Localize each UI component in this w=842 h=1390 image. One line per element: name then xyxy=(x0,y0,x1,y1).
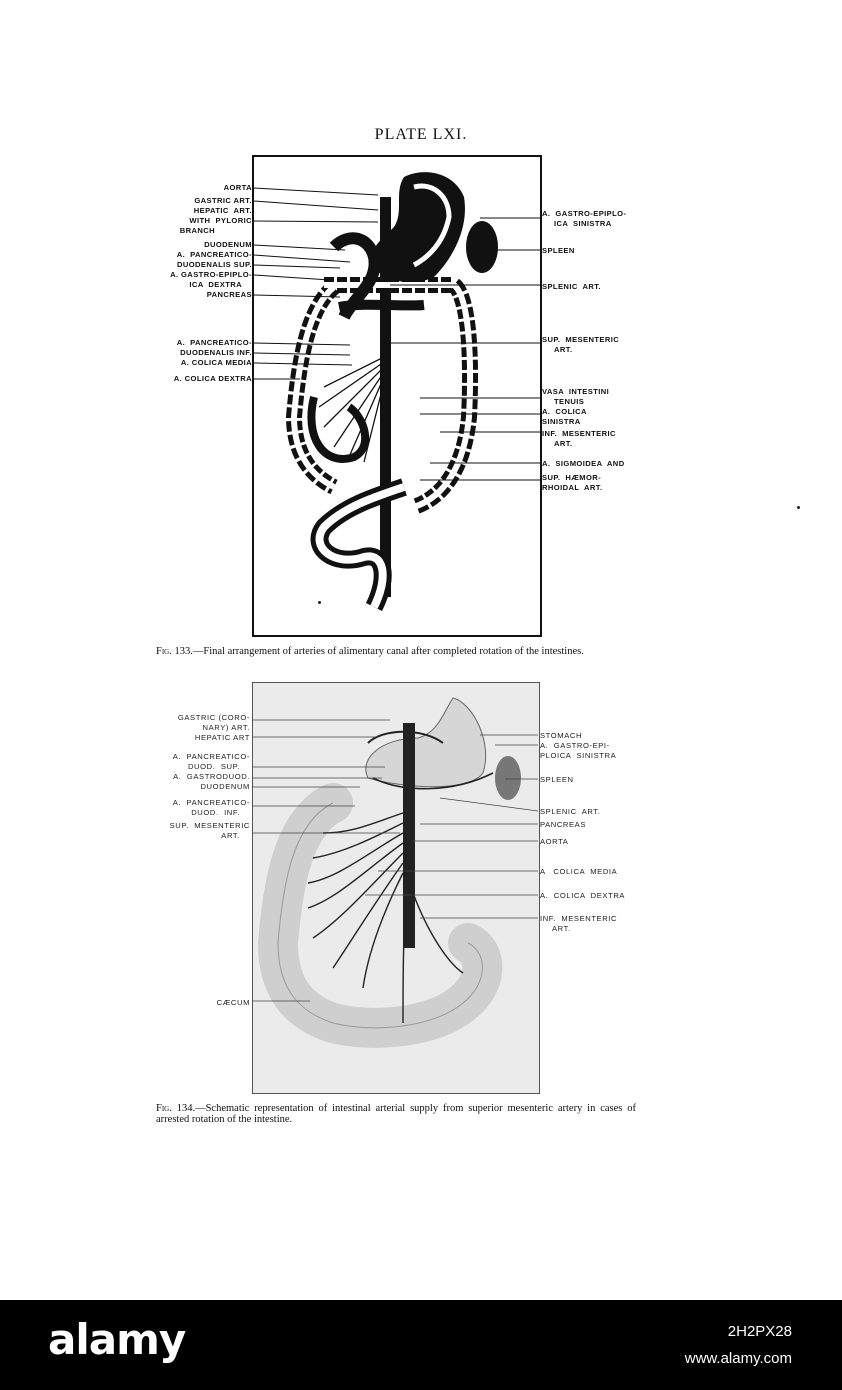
fig133-label-colica-media: A. COLICA MEDIA xyxy=(180,358,252,367)
fig133-label-hepatic-art: HEPATIC ART. xyxy=(193,206,252,215)
fig134-caption-text: —Schematic representation of intestinal arterial supply from superior mesenteric artery in cases of arrested rotation of the intestine. xyxy=(156,1103,636,1125)
fig134-label-sup-mesenteric-1: SUP. MESENTERIC xyxy=(169,821,250,830)
fig133-label-inf-mesenteric-2: ART. xyxy=(554,439,573,448)
fig134-label-pancreatico-sup-1: A. PANCREATICO- xyxy=(172,752,250,761)
fig134-label-inf-mesenteric-1: INF. MESENTERIC xyxy=(540,914,618,923)
fig133-label-vasa-intestini-2: TENUIS xyxy=(554,397,585,406)
fig133-label-sup-mesenteric-1: SUP. MESENTERIC xyxy=(542,335,620,344)
alamy-logo: alamy xyxy=(48,1315,186,1364)
fig134-label-colica-media: A COLICA MEDIA xyxy=(540,867,618,876)
fig133-label-colica-sinistra-2: SINISTRA xyxy=(542,417,581,426)
fig133-label-gastro-epiploica-sinistra-1: A. GASTRO-EPIPLO- xyxy=(542,209,627,218)
fig134-label-gastric-1: GASTRIC (CORO- xyxy=(177,713,250,722)
fig133-label-splenic-art: SPLENIC ART. xyxy=(542,282,601,291)
fig134-label-caecum: CÆCUM xyxy=(216,998,250,1007)
fig133-caption-prefix: Fig. 133. xyxy=(156,646,193,657)
scan-speck xyxy=(318,601,321,604)
fig133-label-spleen: SPLEEN xyxy=(542,246,575,255)
fig133-label-sigmoidea-1: A. SIGMOIDEA AND xyxy=(542,459,625,468)
fig133-label-aorta: AORTA xyxy=(223,183,252,192)
fig133-label-colica-dextra: A. COLICA DEXTRA xyxy=(173,374,252,383)
fig133-label-pancreas: PANCREAS xyxy=(206,290,252,299)
fig134-label-stomach: STOMACH xyxy=(540,731,583,740)
fig134-label-aorta: AORTA xyxy=(540,837,569,846)
fig134-label-inf-mesenteric-2: ART. xyxy=(552,924,571,933)
fig133-label-with-pyloric: WITH PYLORIC xyxy=(189,216,252,225)
fig133-label-gastro-epiploica-dextra-1: A. GASTRO-EPIPLO- xyxy=(170,270,252,279)
fig134-label-splenic-art: SPLENIC ART. xyxy=(540,807,601,816)
fig133-label-sup-mesenteric-2: ART. xyxy=(554,345,573,354)
footer-url: www.alamy.com xyxy=(684,1350,792,1367)
fig133-label-sigmoidea-2: SUP. HÆMOR- xyxy=(542,473,602,482)
fig134-label-gastric-2: NARY) ART. xyxy=(202,723,250,732)
fig134-label-colica-dextra: A. COLICA DEXTRA xyxy=(540,891,626,900)
fig134-caption-prefix: Fig. 134. xyxy=(156,1103,196,1114)
fig134-label-spleen: SPLEEN xyxy=(540,775,574,784)
fig134-label-duodenum: DUODENUM xyxy=(200,782,250,791)
fig134-label-pancreatico-sup-2: DUOD. SUP. xyxy=(187,762,240,771)
fig133-caption-text: —Final arrangement of arteries of alimentary canal after completed rotation of the intestines. xyxy=(192,646,584,657)
fig133-label-pancreatico-sup-2: DUODENALIS SUP. xyxy=(176,260,252,269)
scan-speck xyxy=(797,506,800,509)
fig134-label-hepatic: HEPATIC ART xyxy=(194,733,250,742)
fig133-label-pancreatico-sup-1: A. PANCREATICO- xyxy=(176,250,252,259)
fig134-label-pancreatico-inf-1: A. PANCREATICO- xyxy=(172,798,250,807)
fig134-label-pancreas: PANCREAS xyxy=(540,820,587,829)
fig133-label-duodenum: DUODENUM xyxy=(204,240,252,249)
fig134-label-gastro-epiploica-2: PLOICA SINISTRA xyxy=(540,751,617,760)
fig134-label-pancreatico-inf-2: DUOD. INF. xyxy=(191,808,240,817)
plate-title: PLATE LXI. xyxy=(374,126,468,143)
fig133-label-gastro-epiploica-dextra-2: ICA DEXTRA xyxy=(189,280,242,289)
fig134-label-gastro-epiploica-1: A. GASTRO-EPI- xyxy=(540,741,610,750)
fig133-label-sigmoidea-3: RHOIDAL ART. xyxy=(542,483,603,492)
fig133-label-inf-mesenteric-1: INF. MESENTERIC xyxy=(542,429,616,438)
fig134-label-gastroduod: A. GASTRODUOD. xyxy=(173,772,250,781)
image-id: 2H2PX28 xyxy=(727,1323,792,1340)
fig134-label-sup-mesenteric-2: ART. xyxy=(221,831,240,840)
fig133-label-gastric-art: GASTRIC ART. xyxy=(194,196,252,205)
fig133-label-pancreatico-inf-1: A. PANCREATICO- xyxy=(176,338,252,347)
fig133-label-branch: BRANCH xyxy=(179,226,215,235)
fig133-label-gastro-epiploica-sinistra-2: ICA SINISTRA xyxy=(554,219,612,228)
fig133-label-pancreatico-inf-2: DUODENALIS INF. xyxy=(180,348,252,357)
fig133-label-colica-sinistra-1: A. COLICA xyxy=(542,407,587,416)
fig133-label-vasa-intestini-1: VASA INTESTINI xyxy=(542,387,610,396)
